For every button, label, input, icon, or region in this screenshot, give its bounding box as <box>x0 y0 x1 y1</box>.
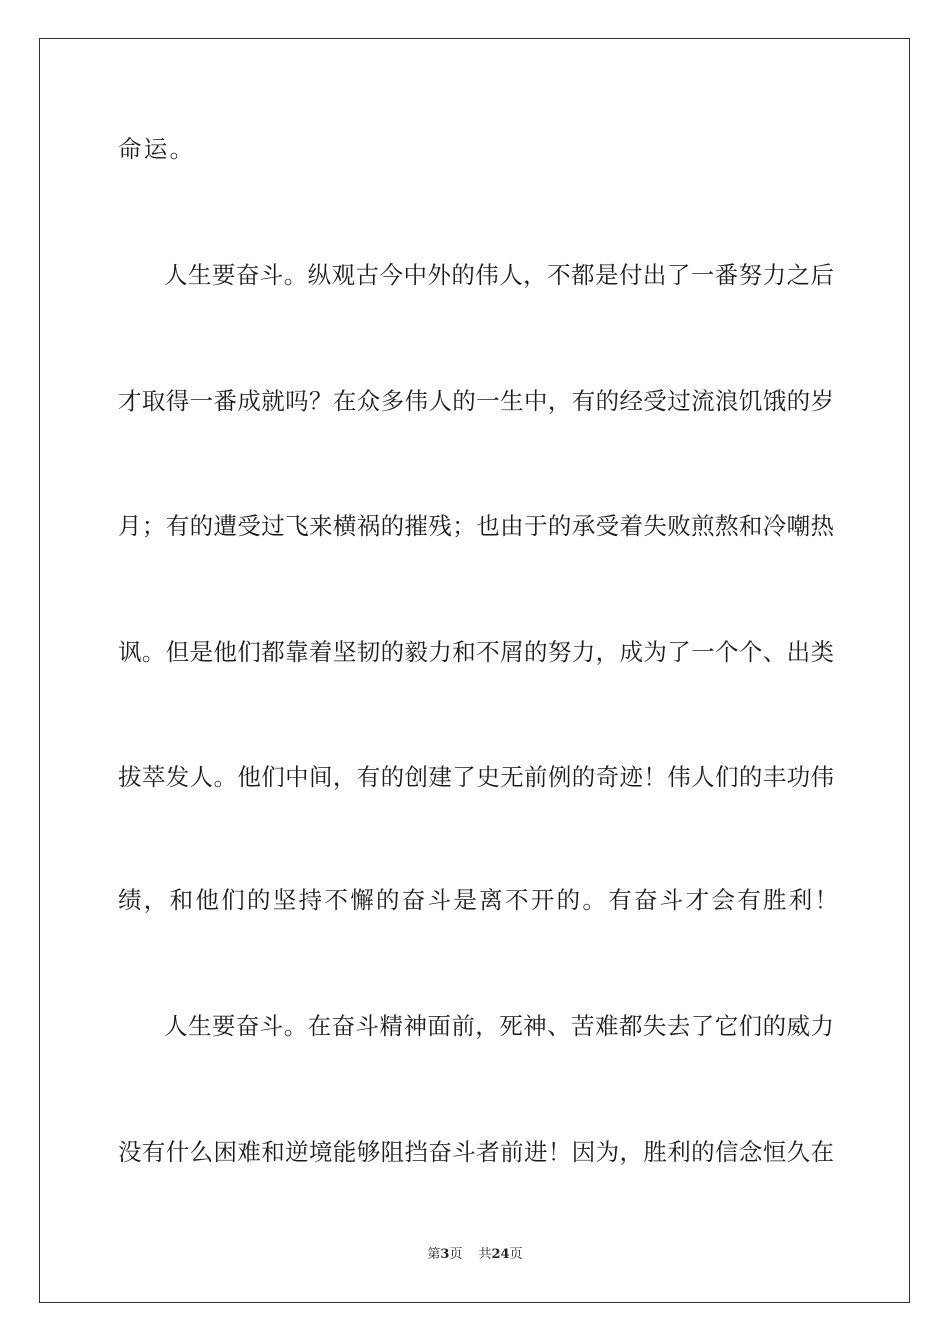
text-line-2: 人生要奋斗。纵观古今中外的伟人，不都是付出了一番努力之后 <box>164 261 834 289</box>
page-footer <box>0 1246 950 1264</box>
text-line-8: 人生要奋斗。在奋斗精神面前，死神、苦难都失去了它们的威力 <box>164 1012 834 1040</box>
total-prefix: 共 <box>478 1247 492 1262</box>
total-suffix: 页 <box>509 1247 523 1262</box>
page-border <box>39 38 910 1303</box>
page-suffix: 页 <box>449 1247 463 1262</box>
text-line-1: 命运。 <box>118 135 196 163</box>
text-line-7: 绩，和他们的坚持不懈的奋斗是离不开的。有奋斗才会有胜利！ <box>118 886 841 914</box>
text-line-3: 才取得一番成就吗？在众多伟人的一生中，有的经受过流浪饥饿的岁 <box>118 387 834 415</box>
page-prefix: 第 <box>427 1247 441 1262</box>
text-line-9: 没有什么困难和逆境能够阻挡奋斗者前进！因为，胜利的信念恒久在 <box>118 1138 834 1166</box>
text-line-4: 月；有的遭受过飞来横祸的摧残；也由于的承受着失败煎熬和冷嘲热 <box>118 512 834 540</box>
total-page-count: 24 <box>491 1247 510 1262</box>
text-line-6: 拔萃发人。他们中间，有的创建了史无前例的奇迹！伟人们的丰功伟 <box>118 763 834 791</box>
text-line-5: 讽。但是他们都靠着坚韧的毅力和不屑的努力，成为了一个个、出类 <box>118 638 834 666</box>
current-page-number: 3 <box>440 1247 450 1262</box>
